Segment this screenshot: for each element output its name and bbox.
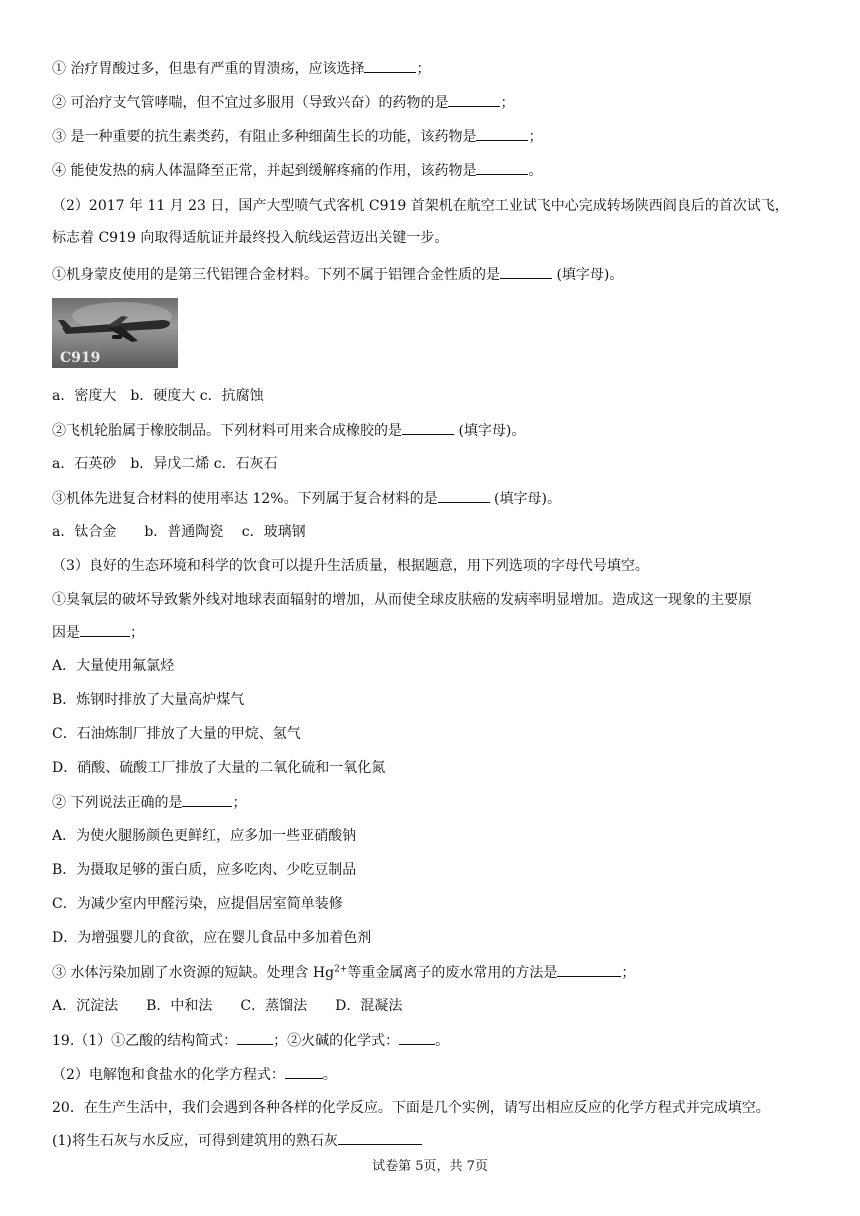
airplane-icon (52, 298, 178, 368)
option-correct-a: A．为使火腿肠颜色更鲜红，应多加一些亚硝酸钠 (52, 828, 357, 844)
answer-blank[interactable] (448, 92, 500, 107)
question-rubber: ②飞机轮胎属于橡胶制品。下列材料可用来合成橡胶的是 (填字母)。 (52, 420, 830, 441)
c919-airplane-image (52, 298, 178, 368)
option-correct-c: C．为减少室内甲醛污染，应提倡居室简单装修 (52, 896, 343, 912)
answer-blank[interactable] (500, 264, 552, 279)
question-20-intro: 20．在生产生活中，我们会遇到各种各样的化学反应。下面是几个实例，请写出相应反应的化学方程式并完成填空。 (52, 1100, 770, 1116)
answer-blank[interactable] (557, 962, 621, 977)
answer-blank[interactable] (338, 1130, 422, 1145)
page-footer: 试卷第 5页，共 7页 (372, 1159, 488, 1174)
option-ozone-a: A．大量使用氟氯烃 (52, 658, 175, 674)
options-water: A．沉淀法 B．中和法 C．蒸馏法 D．混凝法 (52, 998, 403, 1014)
question-ozone-1: ①臭氧层的破坏导致紫外线对地球表面辐射的增加，从而使全球皮肤癌的发病率明显增加。造成这一现象的主要原 (52, 592, 752, 608)
options-alloy: a．密度大 b．硬度大 c．抗腐蚀 (52, 388, 264, 404)
option-correct-d: D．为增强婴儿的食欲，应在婴儿食品中多加着色剂 (52, 930, 372, 946)
paragraph-c919-2: 标志着 C919 向取得适航证并最终投入航线运营迈出关键一步。 (52, 230, 449, 246)
question-ozone-2: 因是 ； (52, 622, 830, 643)
answer-blank[interactable] (476, 126, 528, 141)
question-19-2: （2）电解饱和食盐水的化学方程式： 。 (52, 1064, 830, 1085)
answer-blank[interactable] (438, 488, 490, 503)
answer-blank[interactable] (399, 1030, 435, 1045)
option-ozone-b: B．炼钢时排放了大量高炉煤气 (52, 692, 245, 708)
option-ozone-d: D．硝酸、硫酸工厂排放了大量的二氧化硫和一氧化氮 (52, 760, 386, 776)
line-q1: ① 治疗胃酸过多，但患有严重的胃溃疡，应该选择 ； (52, 58, 830, 79)
question-alloy: ①机身蒙皮使用的是第三代铝锂合金材料。下列不属于铝锂合金性质的是 (填字母)。 (52, 264, 830, 285)
option-correct-b: B．为摄取足够的蛋白质，应多吃肉、少吃豆制品 (52, 862, 357, 878)
answer-blank[interactable] (80, 622, 130, 637)
line-q3: ③ 是一种重要的抗生素类药，有阻止多种细菌生长的功能，该药物是 ； (52, 126, 830, 147)
figure-caption: C919 (60, 350, 101, 366)
paragraph-c919-1: （2）2017 年 11 月 23 日，国产大型喷气式客机 C919 首架机在航空工业试飞中心完成转场陕西阎良后的首次试飞， (52, 198, 789, 214)
question-composite: ③机体先进复合材料的使用率达 12%。下列属于复合材料的是 (填字母)。 (52, 488, 830, 509)
answer-blank[interactable] (237, 1030, 273, 1045)
answer-blank[interactable] (182, 792, 232, 807)
options-composite: a．钛合金 b．普通陶瓷 c．玻璃钢 (52, 524, 306, 540)
section-3-intro: （3）良好的生态环境和科学的饮食可以提升生活质量，根据题意，用下列选项的字母代号填空。 (52, 558, 649, 574)
question-water: ③ 水体污染加剧了水资源的短缺。处理含 $Hg^{2+}$等重金属离子的废水常用的方法是 ； (52, 962, 830, 983)
option-ozone-c: C．石油炼制厂排放了大量的甲烷、氢气 (52, 726, 301, 742)
answer-blank[interactable] (476, 160, 528, 175)
question-19-1: 19.（1）①乙酸的结构简式： ；②火碱的化学式： 。 (52, 1030, 830, 1051)
line-q4: ④ 能使发热的病人体温降至正常，并起到缓解疼痛的作用，该药物是 。 (52, 160, 830, 181)
answer-blank[interactable] (364, 58, 416, 73)
line-q2: ② 可治疗支气管哮喘，但不宜过多服用（导致兴奋）的药物的是 ； (52, 92, 830, 113)
options-rubber: a．石英砂 b．异戊二烯 c．石灰石 (52, 456, 278, 472)
answer-blank[interactable] (285, 1064, 323, 1079)
question-20-1: (1)将生石灰与水反应，可得到建筑用的熟石灰 (52, 1130, 830, 1151)
answer-blank[interactable] (402, 420, 454, 435)
question-correct: ② 下列说法正确的是 ； (52, 792, 830, 813)
